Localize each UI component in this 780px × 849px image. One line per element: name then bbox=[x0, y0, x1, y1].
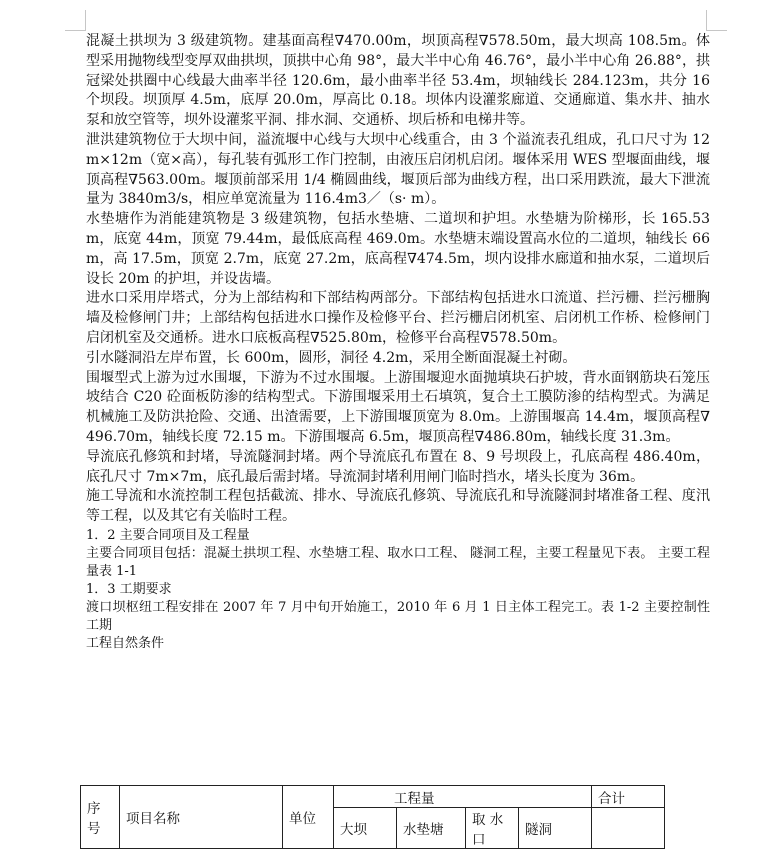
section-heading-1-3: 1．3 工期要求 bbox=[86, 581, 172, 597]
section-body-1-2: 主要合同项目包括：混凝土拱坝工程、水垫塘工程、取水口工程、 隧洞工程，主要工程量见下表。 主要工程量表 1-1 bbox=[86, 545, 710, 579]
section-body-1-3: 渡口坝枢纽工程安排在 2007 年 7 月中旬开始施工，2010 年 6 月 1 日主体工程完工。表 1-2 主要控制性工期 bbox=[86, 599, 710, 633]
paragraph-arch-dam: 混凝土拱坝为 3 级建筑物。建基面高程∇470.00m，坝顶高程∇578.50m，最大坝高 108.5m。体型采用抛物线型变厚双曲拱坝，顶拱中心角 98°，最大半中心角 46.76°，最小半中心角 26.88°，拱冠梁处拱圈中心线最大曲率半径 120.6m，最小曲率半径 53.4m，坝轴线长 284.123m，共分 16 个坝段。坝顶厚 4.5m，底厚 20.0m，厚高比 0.18。坝体内设灌浆廊道、交通廊道、集水井、抽水泵和放空管等，坝外设灌浆平洞、排水洞、交通桥、坝后桥和电梯井等。 bbox=[86, 33, 710, 129]
quantities-table bbox=[80, 785, 665, 849]
paragraph-cofferdam: 围堰型式上游为过水围堰，下游为不过水围堰。上游围堰迎水面抛填块石护坡，背水面钢筋块石笼压坡结合 C20 砼面板防渗的结构型式。下游围堰采用土石填筑，复合土工膜防渗的结构型式。为满足机械施工及防洪抢险、交通、出渣需要，上下游围堰顶宽为 8.0m。上游围堰高 14.4m，堰顶高程∇496.70m，轴线长度 72.15 m。下游围堰高 6.5m，堰顶高程∇486.80m，轴线长度 31.3m。 bbox=[86, 369, 710, 445]
table-header-row-1 bbox=[81, 786, 665, 808]
paragraph-plunge-pool: 水垫塘作为消能建筑物是 3 级建筑物，包括水垫塘、二道坝和护坦。水垫塘为阶梯形，长 165.53m，底宽 44m，顶宽 79.44m，最低底高程 469.0m。水垫塘末端设置高水位的二道坝，轴线长 66m，高 17.5m，顶宽 2.7m，底宽 27.2m，底高程∇474.5m，坝内设排水廊道和抽水泵，二道坝后设长 20m 的护坦，并设齿墙。 bbox=[86, 211, 710, 287]
page-corner-mark-right bbox=[706, 10, 727, 31]
table-header-name: 项目名称 bbox=[120, 786, 283, 849]
page-corner-mark-left bbox=[65, 10, 86, 31]
table-header-quantity: 工程量 bbox=[334, 786, 592, 808]
paragraph-diversion-works: 施工导流和水流控制工程包括截流、排水、导流底孔修筑、导流底孔和导流隧洞封堵准备工程、度汛等工程，以及其它有关临时工程。 bbox=[86, 488, 710, 525]
table-subheader-plunge-pool: 水垫塘 bbox=[397, 808, 466, 849]
table-header-no: 序号 bbox=[81, 786, 120, 849]
table-header-total: 合计 bbox=[592, 786, 665, 808]
paragraph-diversion-tunnel: 引水隧洞沿左岸布置，长 600m，圆形，洞径 4.2m，采用全断面混凝土衬砌。 bbox=[86, 349, 577, 366]
section-heading-natural-conditions: 工程自然条件 bbox=[86, 635, 165, 651]
table-cell-total-empty bbox=[592, 808, 665, 849]
document-body bbox=[86, 32, 710, 653]
section-heading-1-2: 1．2 主要合同项目及工程量 bbox=[86, 527, 250, 543]
paragraph-spillway: 泄洪建筑物位于大坝中间，溢流堰中心线与大坝中心线重合，由 3 个溢流表孔组成，孔口尺寸为 12m×12m（宽×高），每孔装有弧形工作门控制，由液压启闭机启闭。堰体采用 WES 型堰面曲线，堰顶高程∇563.00m。堰顶前部采用 1/4 椭圆曲线，堰顶后部为曲线方程，出口采用跌流，最大下泄流量为 3840m3/s，相应单宽流量为 116.4m3／（s· m）。 bbox=[86, 131, 710, 208]
table-subheader-dam: 大坝 bbox=[334, 808, 397, 849]
paragraph-intake: 进水口采用岸塔式，分为上部结构和下部结构两部分。下部结构包括进水口流道、拦污栅、拦污栅胸墙及检修闸门井；上部结构包括进水口操作及检修平台、拦污栅启闭机室、启闭机工作桥、检修闸门启闭机室及交通桥。进水口底板高程∇525.80m，检修平台高程∇578.50m。 bbox=[86, 290, 710, 346]
table-subheader-tunnel: 隧洞 bbox=[519, 808, 592, 849]
table-header-unit: 单位 bbox=[283, 786, 334, 849]
paragraph-bottom-outlet: 导流底孔修筑和封堵，导流隧洞封堵。两个导流底孔布置在 8、9 号坝段上，孔底高程 486.40m，底孔尺寸 7m×7m，底孔最后需封堵。导流洞封堵利用闸门临时挡水，堵头长度为 36m。 bbox=[86, 448, 710, 485]
table-subheader-intake: 取 水口 bbox=[466, 808, 519, 849]
